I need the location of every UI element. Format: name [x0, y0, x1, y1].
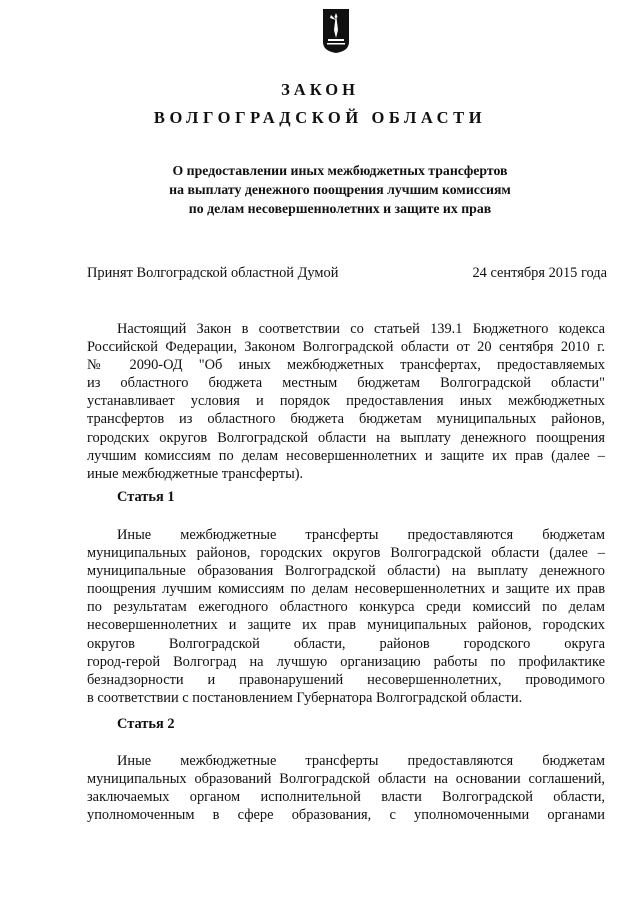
text-line: № 2090-ОД "Об иных межбюджетных трансфертах, предоставляемых [87, 357, 605, 374]
law-subject [0, 161, 640, 218]
text-line: Иные межбюджетные трансферты предоставляются бюджетам [117, 753, 605, 769]
law-subject-line: О предоставлении иных межбюджетных трансфертов [172, 163, 508, 178]
text-line: городских округов Волгоградской области на выплату денежного поощрения [87, 429, 605, 446]
text-line: лучшим комиссиям по делам несовершеннолетних и защите их прав (далее – [87, 447, 605, 464]
text-line: по результатам ежегодного областного конкурса среди комиссий по делам [87, 599, 605, 616]
text-line: из областного бюджета местным бюджетам Волгоградской области" [87, 375, 605, 392]
text-line: заключаемых органом исполнительной власти Волгоградской области, [87, 789, 605, 806]
law-region-title: ВОЛГОГРАДСКОЙ ОБЛАСТИ [153, 108, 487, 127]
text-line: муниципальных районов, городских округов Волгоградской области (далее – [87, 545, 605, 562]
text-line: устанавливает условия и порядок предоставления иных межбюджетных [87, 393, 605, 410]
text-line: несовершеннолетних и защите их прав муниципальных районов, городских [87, 617, 605, 634]
article-1-heading: Статья 1 [117, 489, 175, 505]
law-title: ЗАКОН [281, 80, 359, 99]
text-line: муниципальных образований Волгоградской области на основании соглашений, [87, 771, 605, 788]
text-line: безнадзорности и правонарушений несовершеннолетних, проводимого [87, 671, 605, 688]
text-line: Настоящий Закон в соответствии со статьей 139.1 Бюджетного кодекса [117, 321, 605, 337]
text-line: трансфертов из областного бюджета бюджетам муниципальных районов, [87, 411, 605, 428]
text-line: уполномоченным в сфере образования, с уполномоченными органами [87, 807, 605, 824]
adoption-line [87, 265, 607, 282]
text-line: Иные межбюджетные трансферты предоставляются бюджетам [117, 527, 605, 543]
article-2-heading: Статья 2 [117, 716, 175, 732]
text-line: город-герой Волгоград на лучшую организацию работы по профилактике [87, 653, 605, 670]
preamble-paragraph [87, 320, 605, 483]
article-1-paragraph [87, 526, 605, 707]
text-line: округов Волгоградской области, районов городского округа [87, 635, 605, 652]
law-subject-line: на выплату денежного поощрения лучшим комиссиям [169, 182, 511, 197]
article-2-paragraph [87, 752, 605, 824]
text-line: в соответствии с постановлением Губернатора Волгоградской области. [87, 689, 523, 706]
text-line: поощрения лучшим комиссиям по делам несовершеннолетних и защите их прав [87, 581, 605, 598]
text-line: иные межбюджетные трансферты). [87, 465, 304, 482]
text-line: Российской Федерации, Законом Волгоградской области от 20 сентября 2010 г. [87, 339, 605, 356]
adopted-by: Принят Волгоградской областной Думой [87, 265, 339, 281]
law-subject-line: по делам несовершеннолетних и защите их прав [188, 201, 492, 216]
text-line: муниципальные образования Волгоградской области) на выплату денежного [87, 563, 605, 580]
coat-of-arms-icon [322, 8, 350, 54]
adoption-date: 24 сентября 2015 года [472, 265, 607, 281]
